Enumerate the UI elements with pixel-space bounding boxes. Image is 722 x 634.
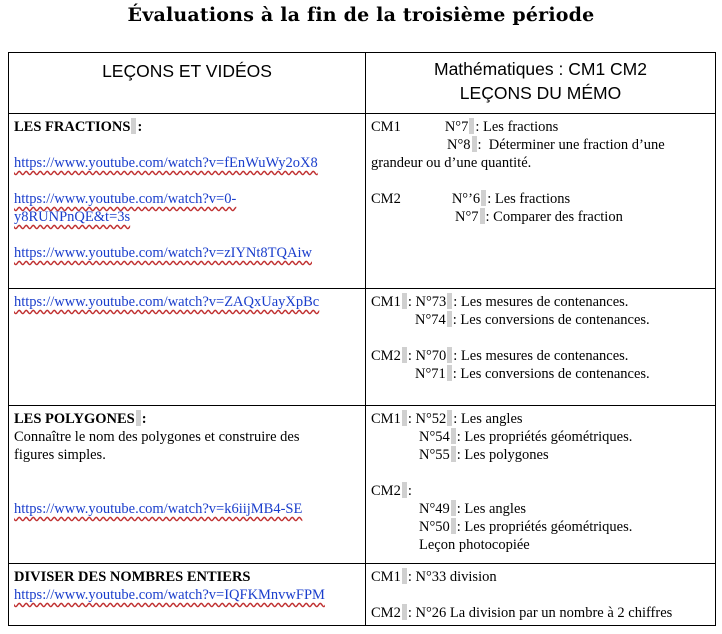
header-left [9,53,366,114]
cm1-label: CM1 [371,119,401,135]
table-row [9,289,716,406]
memo-cell-polygones [366,406,716,564]
lesson-text: Leçon photocopiée [419,537,530,553]
video-link[interactable]: https://www.youtube.com/watch?v=IQFKMnvwFPM [14,587,325,603]
table-row [9,564,716,626]
lesson-text: : Les mesures de contenances. [453,294,629,310]
header-right-line2: LEÇONS DU MÉMO [459,83,622,103]
lesson-number: N°’6 [451,191,481,207]
lesson-text: : Les angles [456,501,527,517]
header-row [9,53,716,114]
lesson-number: N°71 [415,366,446,382]
lessons-cell-division [9,564,366,626]
cm2-label: CM2 [371,191,401,207]
lesson-text: : Déterminer une fraction d’une [477,137,665,153]
section-title-polygones: LES POLYGONES [14,411,135,427]
evaluations-table [8,52,716,626]
header-left-label: LEÇONS ET VIDÉOS [102,61,272,81]
video-link[interactable]: https://www.youtube.com/watch?v=fEnWuWy2oX8 [14,155,318,171]
video-link[interactable]: https://www.youtube.com/watch?v=ZAQxUayXpBc [14,294,320,310]
header-right [366,53,716,114]
video-link-continued[interactable]: y8RUNPnQE&t=3s [14,209,131,225]
lesson-number: N°55 [419,447,450,463]
lesson-number: N°54 [419,429,450,445]
lesson-text: : Les conversions de contenances. [452,312,650,328]
lesson-text: : Les propriétés géométriques. [456,429,633,445]
table-row [9,406,716,564]
lesson-text: : Les mesures de contenances. [453,348,629,364]
page-title: Évaluations à la fin de la troisième période [127,4,595,26]
lesson-text: : Comparer des fraction [485,209,623,225]
lesson-text: grandeur ou d’une quantité. [371,155,532,171]
memo-cell-contenances [366,289,716,406]
separator: : [407,483,412,499]
section-description: Connaître le nom des polygones et construire des [14,429,300,445]
section-title-fractions: LES FRACTIONS [14,119,131,135]
memo-cell-fractions [366,114,716,289]
cm1-label: CM1 [371,411,401,427]
cm2-label: CM2 [371,348,401,364]
lesson-text: : Les polygones [456,447,549,463]
video-link[interactable]: https://www.youtube.com/watch?v=zIYNt8TQAiw [14,245,312,261]
lesson-text: : Les angles [453,411,523,427]
lesson-number: N°7 [455,209,479,225]
lesson-number: N°49 [419,501,450,517]
lesson-number: : N°52 [407,411,447,427]
lesson-text: : Les fractions [487,191,571,207]
lesson-number: : N°73 [407,294,447,310]
cm2-label: CM2 [371,605,401,621]
lesson-number: : N°70 [407,348,447,364]
lesson-text: : Les conversions de contenances. [452,366,650,382]
lesson-text: : Les fractions [475,119,559,135]
lesson-number: N°7 [444,119,469,135]
lessons-cell-fractions: LES FRACTIONS : https://www.youtube.com/watch?v=fEnWuWy2oX8 https://www.youtube.com/watch?v=0- y8RUNPnQE&t=3s https://www.youtube.com/watch?v=zIYNt8TQAiw [9,114,366,289]
video-link[interactable]: https://www.youtube.com/watch?v=k6iijMB4-SE [14,501,303,517]
memo-cell-division [366,564,716,626]
section-description: figures simples. [14,447,106,463]
video-link[interactable]: https://www.youtube.com/watch?v=0- [14,191,237,207]
cm2-label: CM2 [371,483,401,499]
cm1-label: CM1 [371,294,401,310]
lesson-number: N°50 [419,519,450,535]
cm1-label: CM1 [371,569,401,585]
lessons-cell-contenances [9,289,366,406]
lesson-number: N°74 [415,312,446,328]
table-row [9,114,716,289]
lessons-cell-polygones: LES POLYGONES : Connaître le nom des polygones et construire des figures simples. https://www.youtube.com/watch?v=k6iijMB4-SE [9,406,366,564]
lesson-text: : N°26 La division par un nombre à 2 chiffres [407,605,673,621]
lesson-text: : Les propriétés géométriques. [456,519,633,535]
lesson-text: : N°33 division [407,569,497,585]
lesson-number: N°8 [447,137,471,153]
section-title-division: DIVISER DES NOMBRES ENTIERS [14,569,251,585]
header-right-line1: Mathématiques : CM1 CM2 [434,59,647,79]
